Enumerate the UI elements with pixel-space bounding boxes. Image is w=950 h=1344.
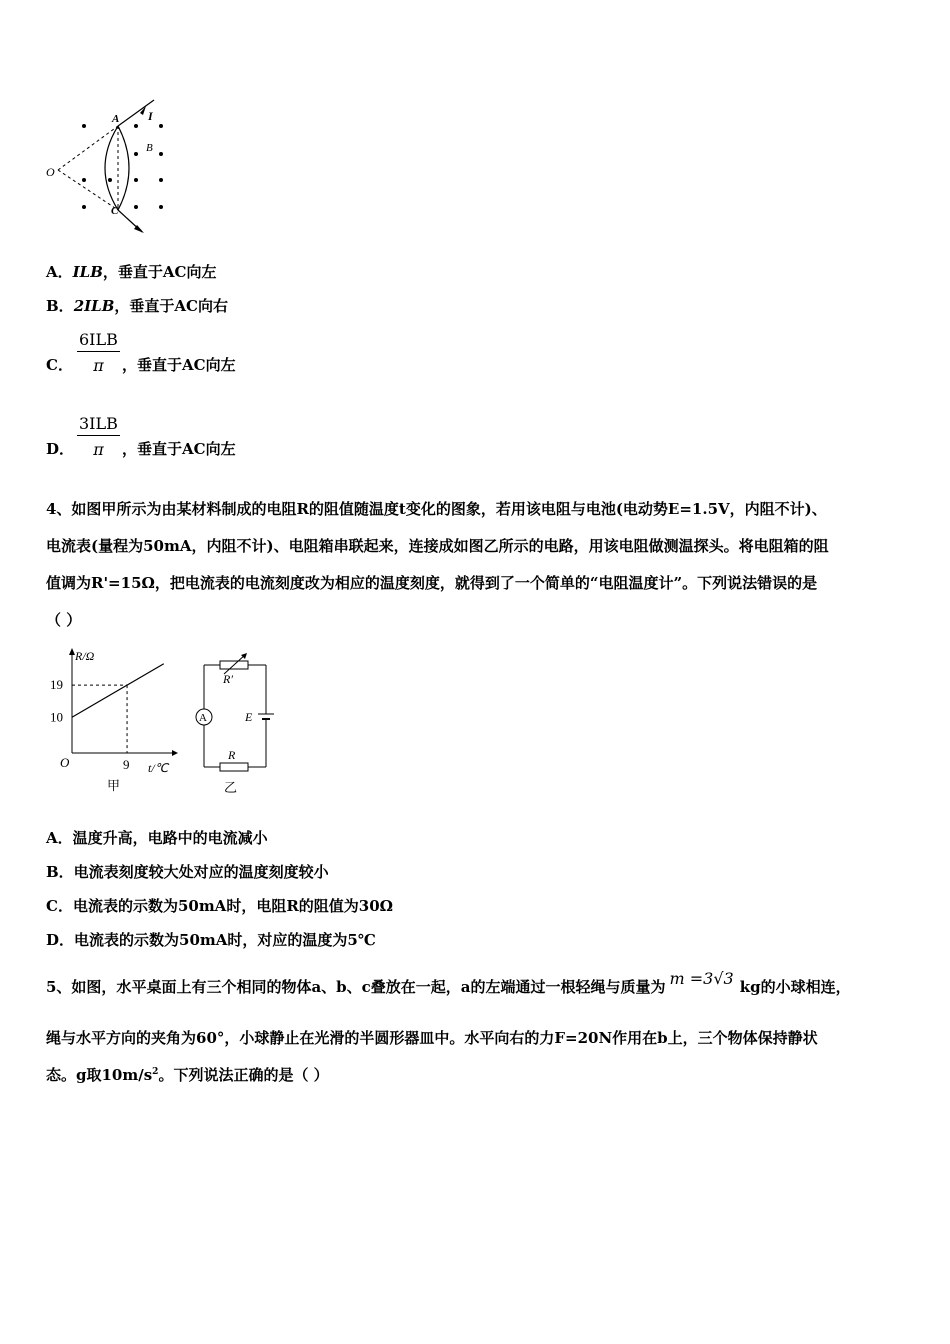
- point-a-label: A: [112, 113, 120, 125]
- ammeter-label: A: [199, 712, 207, 724]
- figure-caption-jia: 甲: [107, 778, 121, 793]
- q3-option-d[interactable]: [46, 438, 74, 459]
- q4-option-d[interactable]: D．电流表的示数为50mA时，对应的温度为5℃: [46, 931, 376, 949]
- field-dot: [82, 124, 86, 128]
- field-dot: [159, 152, 163, 156]
- q5-stem-line-3: 态。g取$10m/s^2$。下列说法正确的是（ ）: [46, 1066, 329, 1084]
- option-text: ，垂直于AC向右: [114, 297, 228, 315]
- field-dot: [134, 152, 138, 156]
- option-letter: A．: [46, 263, 73, 281]
- option-formula: 2ILB: [73, 297, 115, 315]
- q5-stem-part-1: 5、如图，水平桌面上有三个相同的物体a、b、c叠放在一起，a的左端通过一根轻绳与质量为: [46, 978, 666, 996]
- field-dot: [159, 178, 163, 182]
- option-text: ，垂直于AC向左: [102, 263, 217, 281]
- q4-stem-line-4: （ ）: [46, 611, 82, 629]
- q4-option-b[interactable]: B．电流表刻度较大处对应的温度刻度较小: [46, 863, 329, 881]
- q3-option-c-fraction: [77, 330, 120, 375]
- fraction-numerator: 6ILB: [77, 330, 120, 352]
- q4-resistance-temperature-graph: [44, 645, 184, 800]
- resistor-label: R: [228, 748, 236, 762]
- q3-option-d-text: ，垂直于AC向左: [122, 440, 236, 458]
- q4-stem-line-2: 电流表(量程为50mA，内阻不计)、电阻箱串联起来，连接成如图乙所示的电路，用该电阻做测温探头。将电阻箱的阻: [46, 537, 829, 555]
- q3-magnetic-field-figure: [40, 96, 180, 236]
- q5-mass-formula: m =3√3: [669, 969, 734, 988]
- option-letter: C．: [46, 356, 73, 374]
- field-dot: [82, 178, 86, 182]
- q4-circuit-diagram: [188, 650, 288, 800]
- q5-stem-line-2: 绳与水平方向的夹角为60°，小球静止在光滑的半圆形器皿中。水平向右的力F=20N作用在b上，三个物体保持静状: [46, 1029, 818, 1047]
- q5-stem-part-2: kg的小球相连，: [739, 978, 851, 996]
- field-dot: [82, 205, 86, 209]
- field-dot: [134, 124, 138, 128]
- point-o-label: O: [46, 165, 55, 179]
- current-label: I: [148, 109, 153, 123]
- point-c-label: C: [111, 205, 119, 217]
- superscript-2: 2: [152, 1067, 159, 1077]
- y-axis-label: R/Ω: [75, 649, 95, 663]
- q4-stem-line-1: 4、如图甲所示为由某材料制成的电阻R的阻值随温度t变化的图象，若用该电阻与电池(电动势E=1.5V，内阻不计)、: [46, 500, 827, 518]
- option-letter: D．: [46, 440, 75, 458]
- field-dot: [134, 205, 138, 209]
- field-dot: [108, 178, 112, 182]
- q3-option-c[interactable]: [46, 354, 73, 375]
- origin-label: O: [60, 755, 70, 770]
- q4-option-c[interactable]: C．电流表的示数为50mA时，电阻R的阻值为30Ω: [46, 897, 394, 915]
- option-letter: B．: [46, 297, 74, 315]
- q4-stem-line-3: 值调为R'=15Ω，把电流表的电流刻度改为相应的温度刻度，就得到了一个简单的“电阻温度计”。下列说法错误的是: [46, 574, 818, 592]
- q3-option-b[interactable]: [46, 295, 228, 316]
- fraction-denominator: π: [93, 356, 104, 375]
- field-dot: [134, 178, 138, 182]
- battery-label: E: [245, 710, 253, 724]
- figure-caption-yi: 乙: [224, 780, 238, 795]
- tick-label-19: 19: [50, 677, 63, 693]
- resistor-symbol: [220, 763, 248, 771]
- field-dot: [159, 124, 163, 128]
- resistor-box-label: R′: [223, 672, 233, 686]
- fraction-numerator: 3ILB: [77, 414, 120, 436]
- q3-option-d-fraction: [77, 414, 120, 459]
- field-dot: [159, 205, 163, 209]
- q3-option-a[interactable]: [46, 261, 216, 282]
- option-formula: ILB: [72, 263, 103, 281]
- fraction-denominator: π: [93, 440, 104, 459]
- q5-stem-line-1: [46, 969, 906, 997]
- x-axis-label: t/℃: [148, 761, 169, 775]
- q4-option-a[interactable]: A．温度升高，电路中的电流减小: [46, 829, 268, 847]
- tick-label-10: 10: [50, 709, 63, 725]
- r-vs-t-line: [72, 664, 164, 718]
- q3-option-c-text: ，垂直于AC向左: [122, 356, 236, 374]
- point-b-label: B: [146, 142, 153, 154]
- tick-label-9: 9: [123, 757, 130, 772]
